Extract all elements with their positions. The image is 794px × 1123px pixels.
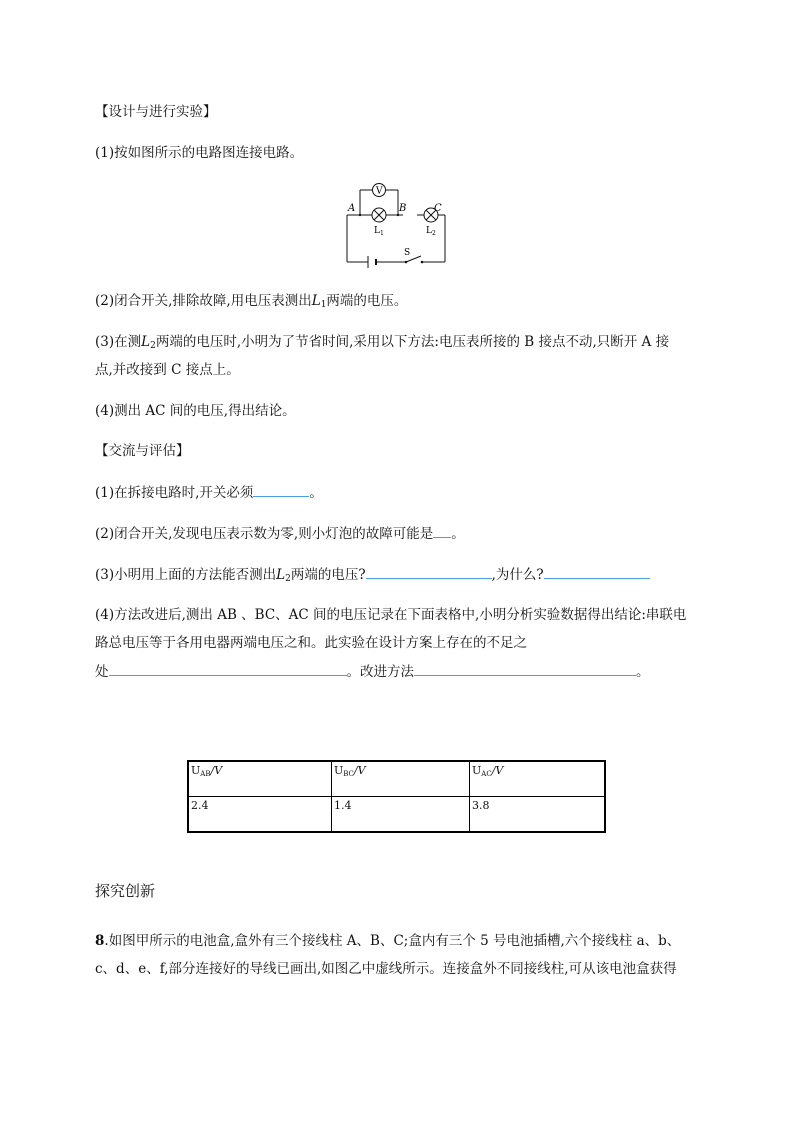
problem-8: 8.如图甲所示的电池盒,盒外有三个接线柱 A、B、C;盒内有三个 5 号电池插槽,六个接线柱 a、b、: [95, 933, 681, 949]
answer-blank-3b[interactable]: [544, 565, 650, 579]
question-4: (4)方法改进后,测出 AB 、BC、AC 间的电压记录在下面表格中,小明分析实验数据得出结论:串联电: [95, 607, 687, 623]
value-u-ab: 2.4: [188, 797, 332, 833]
answer-blank-4b[interactable]: [414, 662, 636, 676]
voltmeter-label: V: [376, 186, 383, 197]
node-b-label: B: [399, 203, 407, 214]
node-a-label: A: [348, 203, 356, 214]
lamp-l2-label: $L_2$: [426, 226, 436, 237]
section-title: 探究创新: [95, 882, 156, 900]
table-row: [188, 797, 605, 833]
design-heading: 【设计与进行实验】: [95, 104, 217, 120]
header-u-ab: $U_{AB}/V$: [188, 761, 332, 797]
problem-8-continued: c、d、e、f,部分连接好的导线已画出,如图乙中虚线所示。连接盒外不同接线柱,可从该电池盒获得: [95, 961, 677, 977]
question-4-answer-line: 处 。改进方法 。: [95, 664, 650, 680]
answer-blank-3a[interactable]: [366, 565, 492, 579]
switch-label: S: [404, 248, 411, 258]
step-3-text-continued: 点,并改接到 C 接点上。: [95, 362, 240, 378]
answer-blank-2[interactable]: [433, 524, 451, 538]
step-1-text: (1)按如图所示的电路图连接电路。: [95, 145, 304, 161]
value-u-bc: 1.4: [332, 797, 470, 833]
answer-blank-1[interactable]: [253, 483, 309, 497]
header-u-ac: $U_{AC}/V$: [470, 761, 606, 797]
table-header-row: [188, 761, 605, 797]
eval-heading: 【交流与评估】: [95, 443, 190, 459]
step-3-text: (3)在测$L_2$两端的电压时,小明为了节省时间,采用以下方法:电压表所接的 B 接点不动,只断开 A 接: [95, 334, 670, 351]
node-c-label: C: [434, 203, 442, 214]
voltage-table: [187, 760, 606, 833]
answer-blank-4a[interactable]: [109, 662, 347, 676]
question-3: (3)小明用上面的方法能否测出$L_2$两端的电压? ,为什么?: [95, 565, 650, 588]
header-u-bc: $U_{BC}/V$: [332, 761, 470, 797]
question-4-continued: 路总电压等于各用电器两端电压之和。此实验在设计方案上存在的不足之: [95, 635, 527, 651]
step-2-text: (2)闭合开关,排除故障,用电压表测出$L_1$两端的电压。: [95, 293, 408, 310]
question-1: (1)在拆接电路时,开关必须 。: [95, 485, 323, 501]
step-4-text: (4)测出 AC 间的电压,得出结论。: [95, 403, 296, 419]
lamp-l1-label: $L_1$: [374, 226, 384, 237]
circuit-diagram: [340, 180, 452, 270]
question-2: (2)闭合开关,发现电压表示数为零,则小灯泡的故障可能是 。: [95, 526, 465, 542]
value-u-ac: 3.8: [470, 797, 606, 833]
